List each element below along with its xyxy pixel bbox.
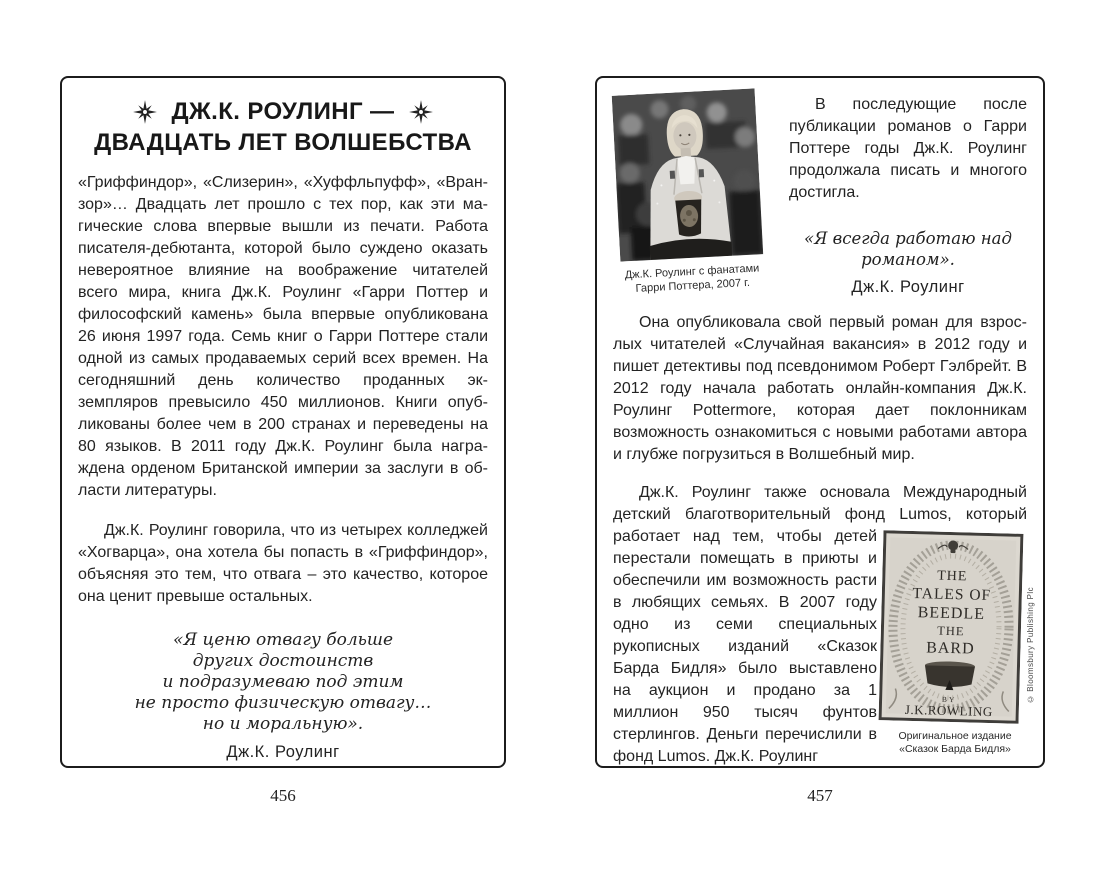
book-caption: Оригинальное издание «Сказок Барда Бидля»	[898, 730, 1012, 755]
beedle-book-cover	[879, 530, 1024, 724]
left-page	[60, 76, 506, 768]
cover-title-line: THE	[937, 568, 968, 585]
right-page	[595, 76, 1045, 768]
rowling-quote-small	[789, 228, 1027, 298]
right-page-top-row	[613, 90, 1027, 298]
right-intro-paragraph: В последующие после публикации романов о Гарри Поттере годы Дж.К. Роулинг продолжала писать и многого достигла.	[789, 96, 1027, 201]
quote-line: и подразумеваю под этим	[162, 672, 404, 692]
sparkle-star-icon	[408, 99, 434, 125]
quote-attribution: Дж.К. Роулинг	[851, 278, 965, 296]
left-paragraph-1: «Гриффиндор», «Слизерин», «Хуффльпуфф», «Вранзор»… Двадцать лет прошло с тех пор, как эти магические слова впервые вышли из печати. Работа писателя-дебютанта, которой было суждено оказать невероятное влияние на воображение читателей всего мира, книга Дж.К. Роулинг «Гарри Поттер и философский камень» была впервые опубликована 26 июня 1997 года. Семь книг о Гарри Поттере стали одной из самых продаваемых серий всех времен. На сегодняшний день количество проданных экземпляров превысило 450 миллионов. Книги опубликованы более чем в 200 странах и переведены на 80 языков. В 2011 году Дж.К. Роулинг была награждена орденом Британской империи за заслуги в области литературы.	[78, 174, 488, 499]
rowling-quote-block	[78, 630, 488, 763]
photo-caption: Дж.К. Роулинг с фанатами Гарри Поттера, 2007 г.	[624, 262, 760, 295]
chapter-title	[78, 96, 488, 158]
quote-line: «Я всегда работаю над романом».	[804, 229, 1012, 269]
beedle-book-figure	[877, 526, 1035, 768]
cover-by: BY	[941, 694, 957, 705]
cover-title-line: BARD	[925, 639, 975, 658]
right-page-bottom-row	[613, 526, 1035, 768]
left-paragraph-2: Дж.К. Роулинг говорила, что из четырех колледжей «Хогварца», она хотела бы попасть в «Гриффиндор», объясняя это тем, что отвага – это качество, которое она ценит превыше остальных.	[78, 522, 488, 605]
right-paragraph-3-narrow: работает над тем, чтобы детей перестали помещать в приюты и обеспечили им возможность расти в любящих семьях. В 2007 году одно из семи специальных рукописных изданий «Сказок Барда Бидля» было выставлено на аукцион и продано за 1 миллион 950 тысяч фунтов стерлингов. Деньги перечислили в фонд Lumos. Дж.К. Роулинг	[613, 528, 877, 765]
cover-author: J.K.ROWLING	[904, 701, 993, 720]
rowling-photo-figure	[608, 88, 769, 302]
page-number-right: 457	[807, 786, 833, 805]
cover-title-line: THE	[937, 623, 965, 639]
right-paragraph-3-full: Дж.К. Роулинг также основала Международный детский благотворительный фонд Lumos, который	[613, 484, 1027, 523]
rowling-photo	[611, 88, 762, 261]
page-number-left: 456	[270, 786, 296, 805]
quote-line: «Я ценю отвагу больше	[172, 630, 394, 650]
chapter-title-text1: ДЖ.К. РОУЛИНГ —	[171, 98, 395, 125]
right-page-intro-column	[789, 90, 1027, 298]
cover-title-line: TALES OF	[912, 584, 992, 605]
quote-line: но и моральную».	[202, 714, 364, 734]
cover-title-line: BEEDLE	[917, 604, 986, 623]
sparkle-star-icon	[132, 99, 158, 125]
beedle-book-cover-wrap	[881, 532, 1035, 722]
quote-attribution: Дж.К. Роулинг	[226, 743, 340, 761]
publisher-copyright-vertical: © Bloomsbury Publishing Plc	[1026, 587, 1035, 704]
chapter-title-line1	[78, 96, 488, 127]
chapter-title-text2: ДВАДЦАТЬ ЛЕТ ВОЛШЕБСТВА	[94, 129, 472, 156]
quote-line: не просто физическую отвагу…	[134, 693, 432, 713]
right-paragraph-2: Она опубликовала свой первый роман для взрослых читателей «Случайная вакансия» в 2012 году и пишет детективы под псевдонимом Роберт Гэлбрейт. В 2012 году начала работать онлайн-компания Дж.К. Роулинг Pottermore, которая дает поклонникам возможность ознакомиться с новыми работами автора и глубже погрузиться в Волшебный мир.	[613, 314, 1027, 463]
quote-line: других достоинств	[192, 651, 374, 671]
